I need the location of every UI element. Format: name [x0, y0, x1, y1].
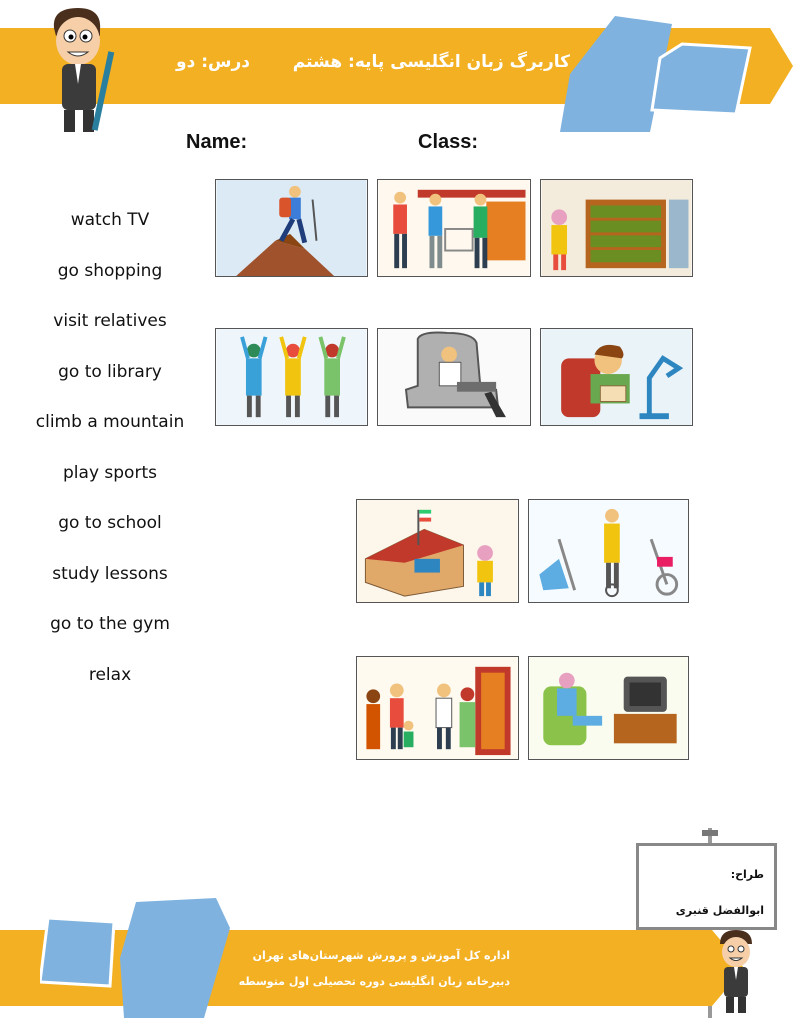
word-item: go to library	[58, 362, 162, 382]
word-item: climb a mountain	[35, 412, 185, 432]
word-item: visit relatives	[53, 311, 167, 331]
word-item: go to the gym	[50, 614, 170, 634]
teacher-cartoon-small-icon	[712, 930, 762, 1014]
gym-picture	[528, 499, 689, 603]
relaxing-in-armchair-picture	[377, 328, 531, 426]
word-item: watch TV	[70, 210, 150, 230]
word-item: relax	[88, 665, 132, 685]
designer-label: طراح:	[730, 868, 764, 881]
blue-decor-shape-bottom	[40, 898, 240, 1020]
watching-tv-picture	[528, 656, 689, 760]
word-item: study lessons	[52, 564, 168, 584]
library-picture	[540, 179, 693, 277]
footer-line-1: اداره کل آموزش و پرورش شهرستان‌های تهران	[252, 949, 510, 962]
sports-exercise-picture	[215, 328, 368, 426]
teacher-cartoon-icon	[42, 6, 122, 136]
mountain-climber-picture	[215, 179, 368, 277]
word-item: go to school	[58, 513, 162, 533]
class-field-label: Class:	[418, 131, 479, 153]
designer-name: ابوالفضل قنبری	[675, 904, 764, 917]
worksheet-title: کاربرگ زبان انگلیسی پایه: هشتم	[292, 52, 570, 72]
blue-decor-shape-top	[560, 14, 760, 134]
footer-line-2: دبیرخانه زبان انگلیسی دوره تحصیلی اول متوسطه	[238, 975, 510, 988]
word-item: play sports	[63, 463, 157, 483]
word-item: go shopping	[57, 261, 163, 281]
studying-picture	[540, 328, 693, 426]
visiting-relatives-picture	[356, 656, 519, 760]
name-field-label: Name:	[186, 131, 248, 153]
shopping-picture	[377, 179, 531, 277]
lesson-number: درس: دو	[176, 52, 250, 72]
designer-sign	[636, 843, 777, 930]
school-picture	[356, 499, 519, 603]
